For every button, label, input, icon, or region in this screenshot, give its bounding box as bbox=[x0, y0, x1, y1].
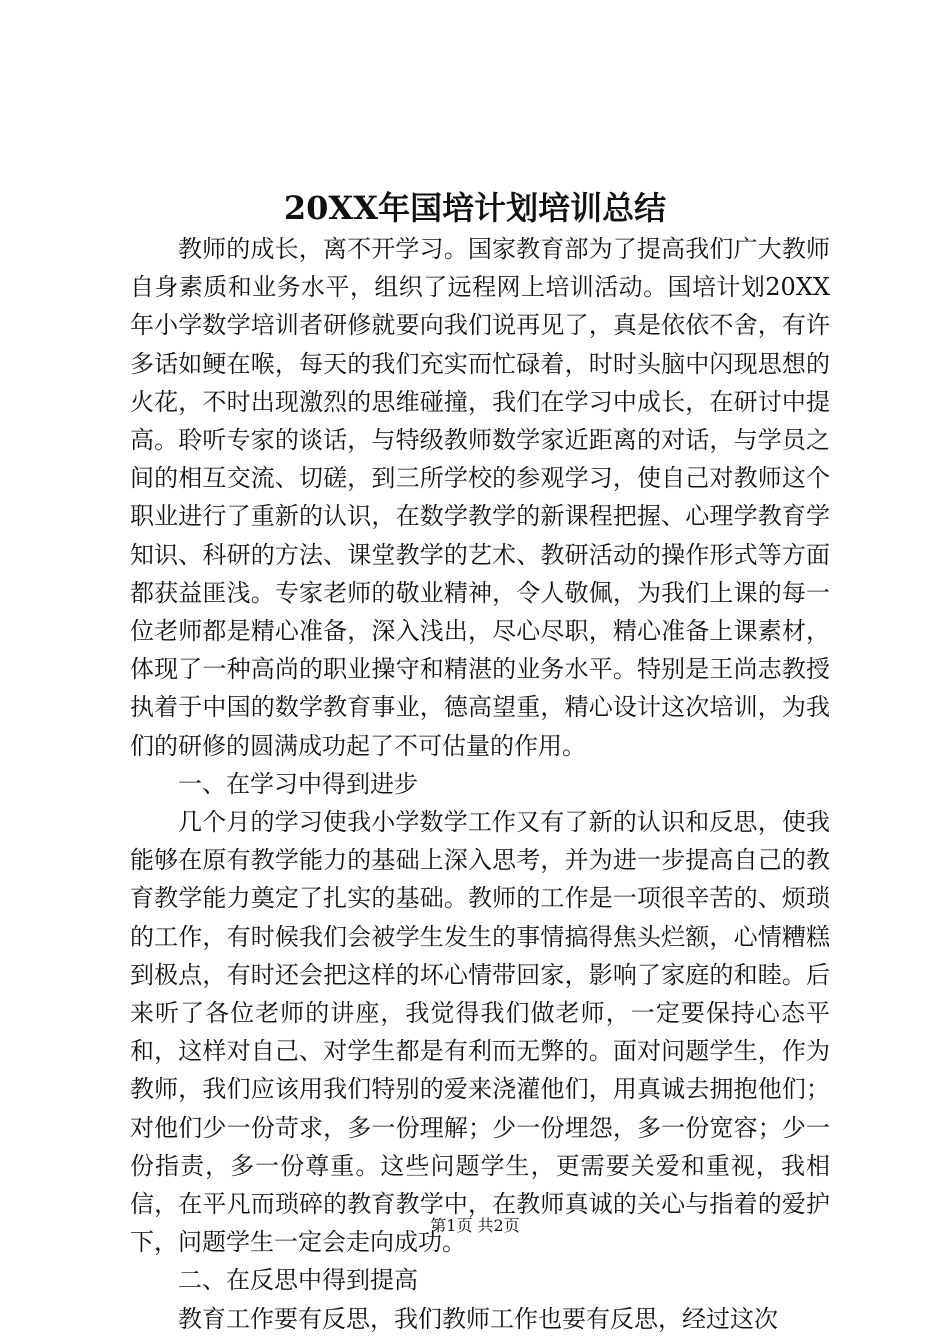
document-title: 20XX年国培计划培训总结 bbox=[283, 189, 667, 227]
section-1-paragraph: 几个月的学习使我小学数学工作又有了新的认识和反思，使我能够在原有教学能力的基础上深入思考，并为进一步提高自己的教育教学能力奠定了扎实的基础。教师的工作是一项很辛苦的、烦琐的工作，有时候我们会被学生发生的事情搞得焦头烂额，心情糟糕到极点，有时还会把这样的坏心情带回家，影响了家庭的和睦。后来听了各位老师的讲座，我觉得我们做老师，一定要保持心态平和，这样对自己、对学生都是有利而无弊的。面对问题学生，作为教师，我们应该用我们特别的爱来浇灌他们，用真诚去拥抱他们；对他们少一份苛求，多一份理解；少一份埋怨，多一份宽容；少一份指责，多一份尊重。这些问题学生，更需要关爱和重视，我相信，在平凡而琐碎的教育教学中，在教师真诚的关心与指着的爱护下，问题学生一定会走向成功。 bbox=[130, 808, 830, 1257]
page-footer: 第1页 共2页 bbox=[430, 1216, 520, 1235]
document-body bbox=[130, 230, 830, 1338]
section-heading-2: 二、在反思中得到提高 bbox=[178, 1266, 418, 1295]
intro-paragraph: 教师的成长，离不开学习。国家教育部为了提高我们广大教师自身素质和业务水平，组织了远程网上培训活动。国培计划20XX年小学数学培训者研修就要向我们说再见了，真是依依不舍，有许多话如鲠在喉，每天的我们充实而忙碌着，时时头脑中闪现思想的火花，不时出现激烈的思维碰撞，我们在学习中成长，在研讨中提高。聆听专家的谈话，与特级教师数学家近距离的对话，与学员之间的相互交流、切磋，到三所学校的参观学习，使自己对教师这个职业进行了重新的认识，在数学教学的新课程把握、心理学教育学知识、科研的方法、课堂教学的艺术、教研活动的操作形式等方面都获益匪浅。专家老师的敬业精神，令人敬佩，为我们上课的每一位老师都是精心准备，深入浅出，尽心尽职，精心准备上课素材，体现了一种高尚的职业操守和精湛的业务水平。特别是王尚志教授执着于中国的数学教育事业，德高望重，精心设计这次培训，为我们的研修的圆满成功起了不可估量的作用。 bbox=[130, 235, 830, 760]
section-heading-1: 一、在学习中得到进步 bbox=[178, 769, 418, 798]
section-2-paragraph: 教育工作要有反思，我们教师工作也要有反思，经过这次 bbox=[178, 1304, 778, 1333]
